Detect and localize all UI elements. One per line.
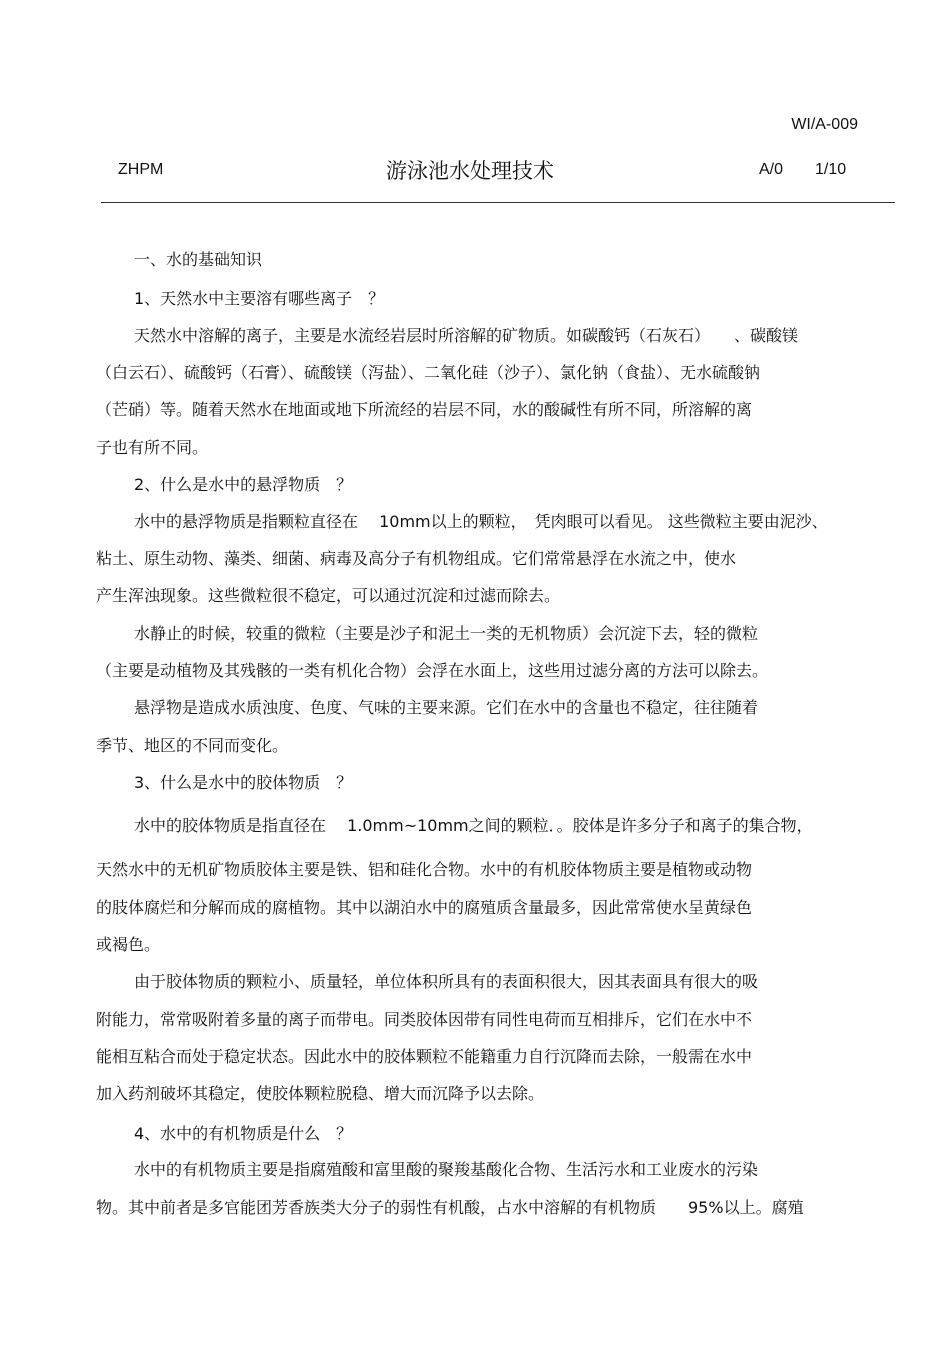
document-title: 游泳池水处理技术 bbox=[386, 159, 554, 183]
paragraph-line: 加入药剂破坏其稳定，使胶体颗粒脱稳、增大而沉降予以去除。 bbox=[96, 1084, 545, 1103]
paragraph-line: 附能力，常常吸附着多量的离子而带电。同类胶体因带有同性电荷而互相排斥，它们在水中不 bbox=[96, 1010, 753, 1029]
paragraph-line: 由于胶体物质的颗粒小、质量轻，单位体积所具有的表面积很大，因其表面具有很大的吸 bbox=[134, 972, 759, 991]
question-heading: 2、什么是水中的悬浮物质 ？ bbox=[134, 475, 353, 494]
paragraph-line: 能相互粘合而处于稳定状态。因此水中的胶体颗粒不能籍重力自行沉降而去除，一般需在水中 bbox=[96, 1047, 753, 1066]
question-heading: 1、天然水中主要溶有哪些离子 ？ bbox=[134, 289, 385, 308]
question-heading: 3、什么是水中的胶体物质 ？ bbox=[134, 773, 353, 792]
paragraph-line: 水中的有机物质主要是指腐殖酸和富里酸的聚羧基酸化合物、生活污水和工业废水的污染 bbox=[134, 1160, 759, 1179]
paragraph-line: 水静止的时候，较重的微粒（主要是沙子和泥土一类的无机物质）会沉淀下去，轻的微粒 bbox=[134, 624, 759, 643]
paragraph-line: 天然水中溶解的离子，主要是水流经岩层时所溶解的矿物质。如碳酸钙（石灰石） 、碳酸镁 bbox=[134, 326, 799, 345]
paragraph-line: 产生浑浊现象。这些微粒很不稳定，可以通过沉淀和过滤而除去。 bbox=[96, 586, 561, 605]
paragraph-line: （主要是动植物及其残骸的一类有机化合物）会浮在水面上，这些用过滤分离的方法可以除去。 bbox=[96, 661, 769, 680]
paragraph-line: 季节、地区的不同而变化。 bbox=[96, 736, 289, 755]
paragraph-line: 子也有所不同。 bbox=[96, 438, 209, 457]
paragraph-line: （芒硝）等。随着天然水在地面或地下所流经的岩层不同，水的酸碱性有所不同，所溶解的离 bbox=[96, 400, 753, 419]
paragraph-line: 水中的胶体物质是指直径在 1.0mm~10mm之间的颗粒．。胶体是许多分子和离子的集合物， bbox=[134, 816, 813, 835]
document-code: WI/A-009 bbox=[791, 116, 858, 133]
revision: A/0 bbox=[759, 161, 784, 178]
paragraph-line: 或褐色。 bbox=[96, 935, 161, 954]
page-number: 1/10 bbox=[815, 161, 847, 178]
paragraph-line: 悬浮物是造成水质浊度、色度、气味的主要来源。它们在水中的含量也不稳定，往往随着 bbox=[134, 698, 759, 717]
question-heading: 4、水中的有机物质是什么 ？ bbox=[134, 1124, 353, 1143]
paragraph-line: 水中的悬浮物质是指颗粒直径在 10mm以上的颗粒， 凭肉眼可以看见。 这些微粒主要由泥沙、 bbox=[134, 512, 828, 531]
paragraph-line: 的肢体腐烂和分解而成的腐植物。其中以湖泊水中的腐殖质含量最多，因此常常使水呈黄绿色 bbox=[96, 898, 753, 917]
company-code: ZHPM bbox=[118, 161, 164, 178]
header-divider bbox=[101, 202, 895, 203]
paragraph-line: 粘土、原生动物、藻类、细菌、病毒及高分子有机物组成。它们常常悬浮在水流之中，使水 bbox=[96, 549, 737, 568]
section-heading: 一、水的基础知识 bbox=[134, 250, 263, 269]
paragraph-line: （白云石）、硫酸钙（石膏）、硫酸镁（泻盐）、二氧化硅（沙子）、氯化钠（食盐）、无水硫酸钠 bbox=[96, 363, 761, 382]
paragraph-line: 物。其中前者是多官能团芳香族类大分子的弱性有机酸，占水中溶解的有机物质 95%以上。腐殖 bbox=[96, 1198, 804, 1217]
paragraph-line: 天然水中的无机矿物质胶体主要是铁、铝和硅化合物。水中的有机胶体物质主要是植物或动物 bbox=[96, 860, 753, 879]
